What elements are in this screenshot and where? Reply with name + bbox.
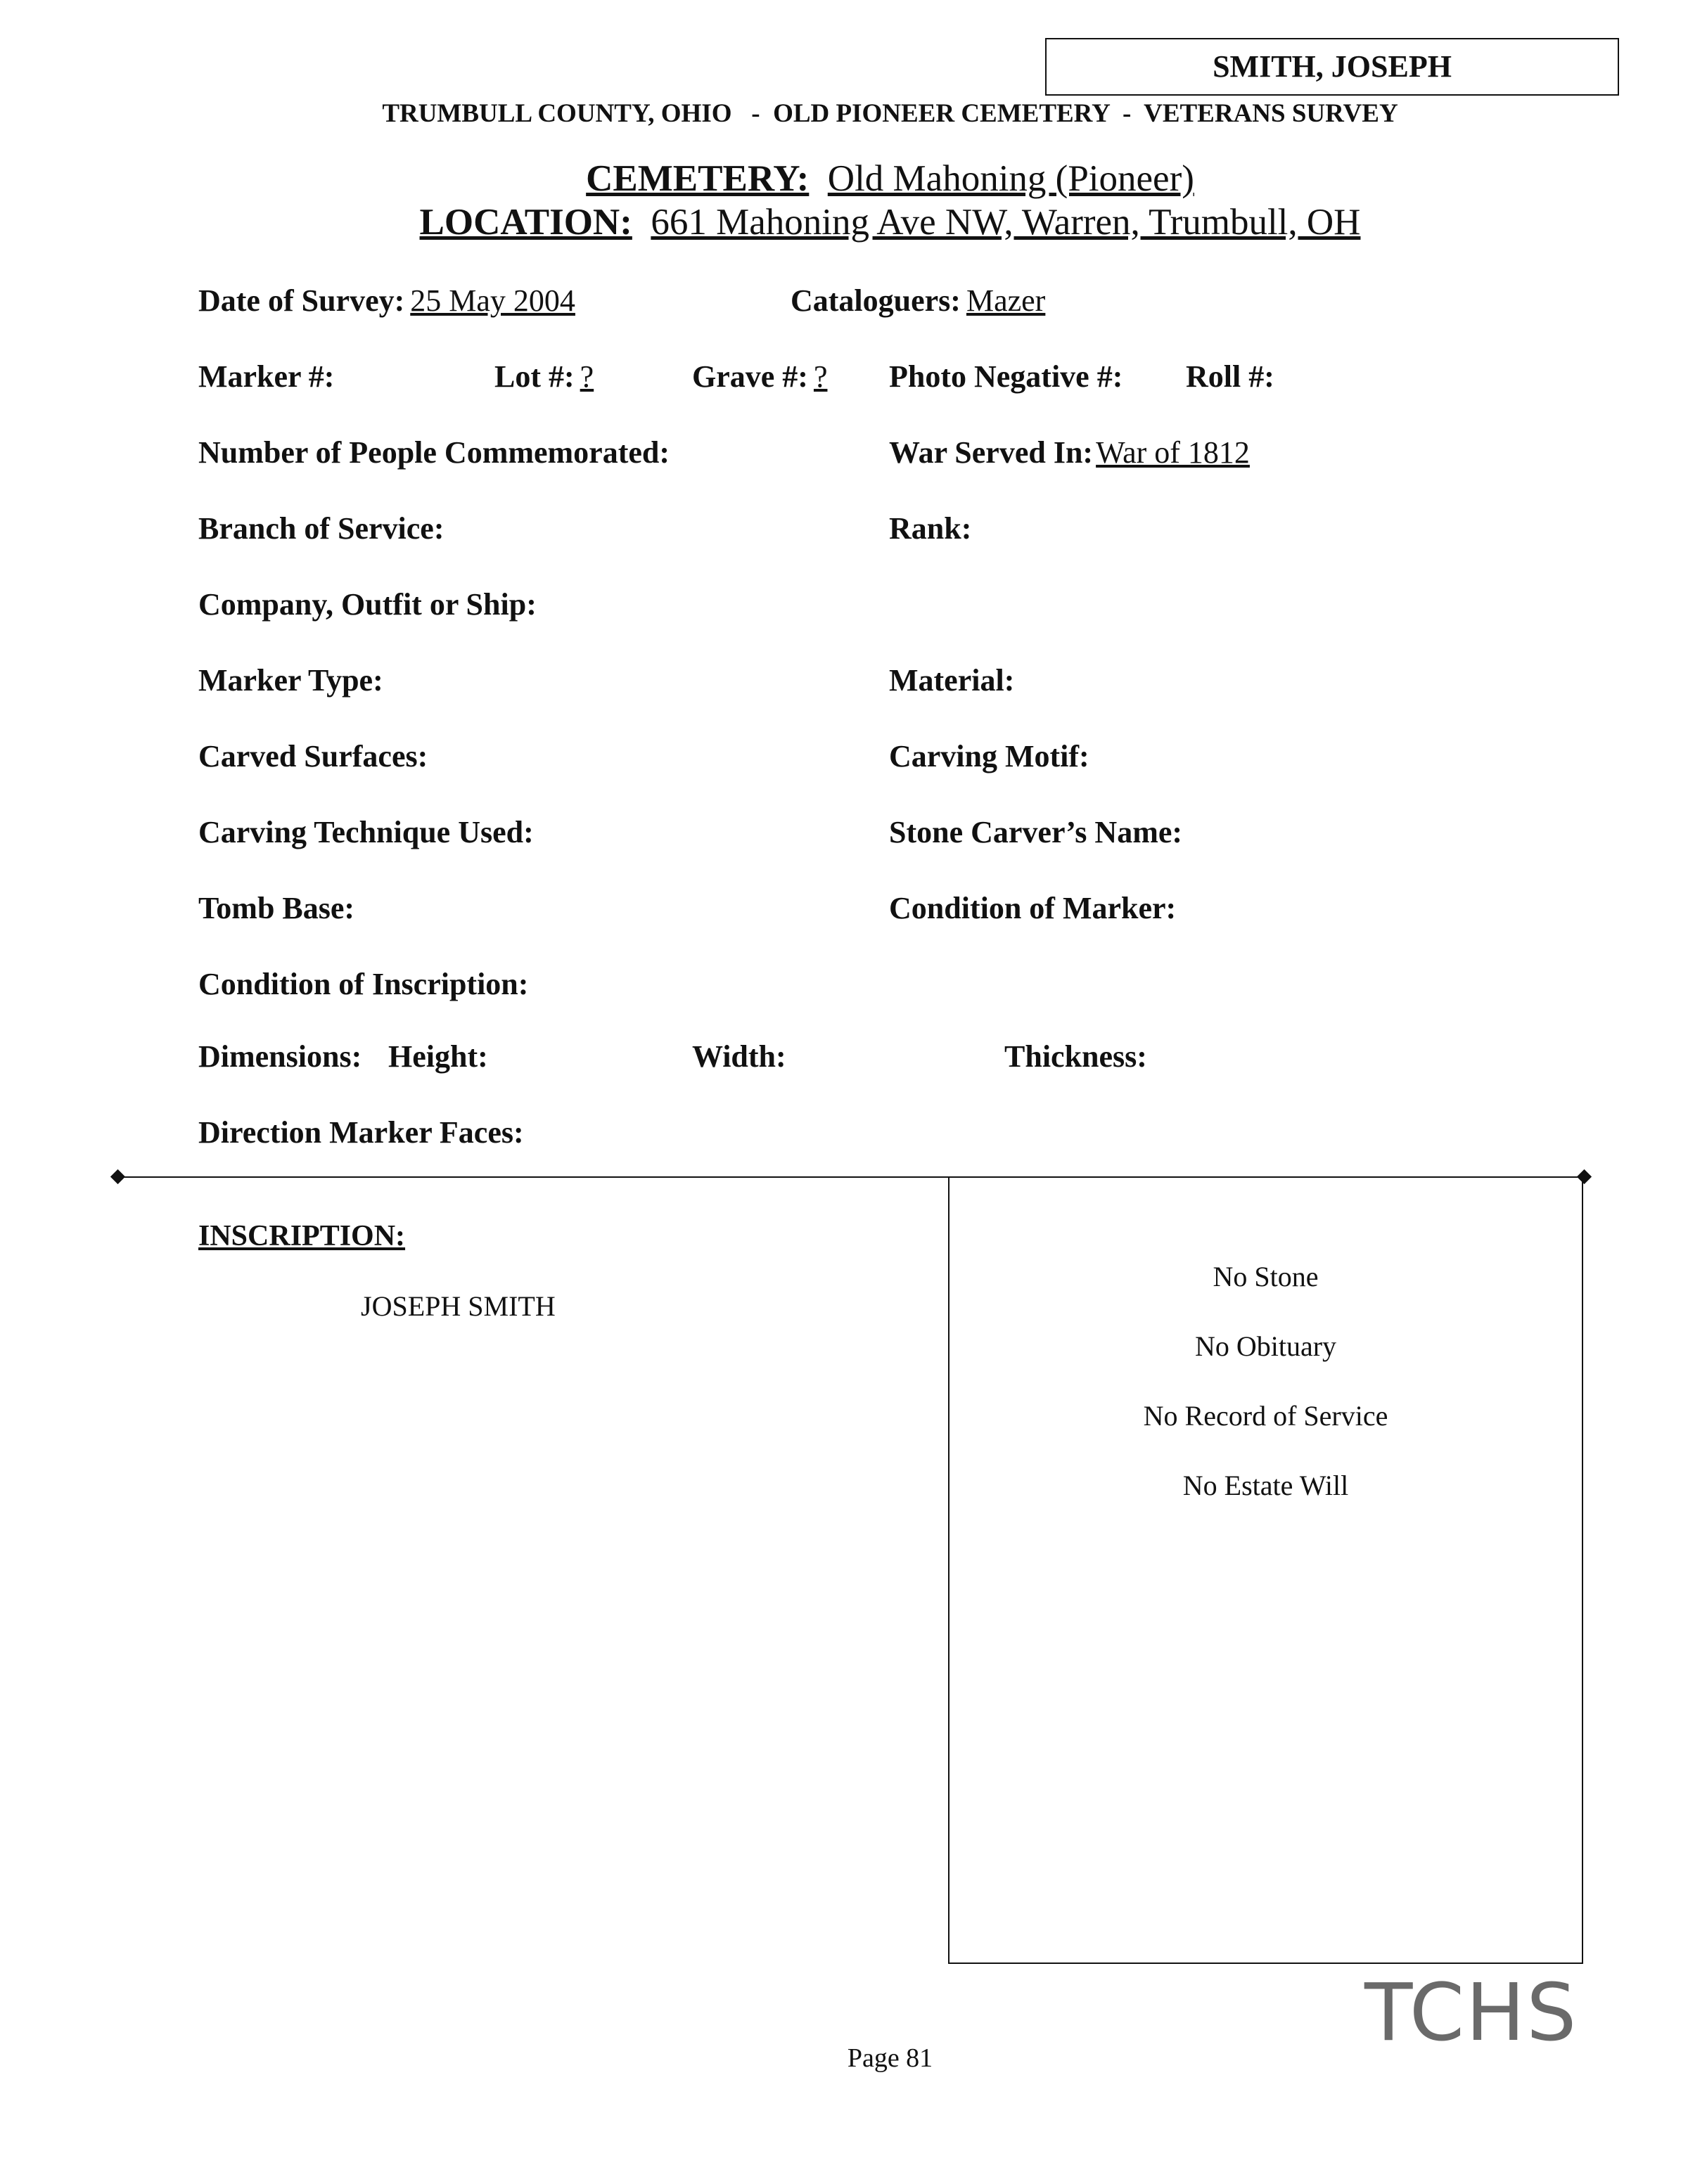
tchs-watermark: TCHS xyxy=(1364,1967,1578,2059)
branch-of-service-label: Branch of Service: xyxy=(198,511,445,546)
location-label: LOCATION: xyxy=(419,202,632,243)
carving-motif-label: Carving Motif: xyxy=(889,739,1089,773)
rank-label: Rank: xyxy=(889,511,972,546)
cataloguers-field xyxy=(791,283,1045,319)
roll-number-label: Roll #: xyxy=(1186,359,1274,394)
war-served-value: War of 1812 xyxy=(1096,435,1250,470)
date-of-survey-field xyxy=(198,283,575,319)
direction-marker-faces-label: Direction Marker Faces: xyxy=(198,1115,524,1150)
note-no-obituary: No Obituary xyxy=(1194,1330,1337,1362)
marker-type-label: Marker Type: xyxy=(198,663,383,698)
cemetery-heading xyxy=(0,158,1688,200)
cemetery-value: Old Mahoning (Pioneer) xyxy=(827,158,1194,199)
marker-number-label: Marker #: xyxy=(198,359,335,394)
tomb-base-label: Tomb Base: xyxy=(198,891,355,925)
height-label: Height: xyxy=(388,1039,488,1074)
note-no-record-of-service: No Record of Service xyxy=(1143,1400,1388,1432)
carving-technique-label: Carving Technique Used: xyxy=(198,815,534,849)
page-number: Page 81 xyxy=(847,2043,933,2073)
notes-box xyxy=(948,1176,1583,1964)
photo-negative-label: Photo Negative #: xyxy=(889,359,1123,394)
date-of-survey-label: Date of Survey: xyxy=(198,283,405,318)
lot-number-value: ? xyxy=(580,359,594,394)
dimensions-label: Dimensions: xyxy=(198,1039,362,1074)
survey-title: TRUMBULL COUNTY, OHIO - OLD PIONEER CEMETERY - VETERANS SURVEY xyxy=(382,99,1398,128)
note-no-estate-will: No Estate Will xyxy=(1182,1470,1349,1501)
stone-carver-label: Stone Carver’s Name: xyxy=(889,815,1183,849)
cemetery-label: CEMETERY: xyxy=(586,158,810,199)
location-heading xyxy=(0,201,1688,243)
width-label: Width: xyxy=(692,1039,786,1074)
condition-of-marker-label: Condition of Marker: xyxy=(889,891,1177,925)
grave-number-field xyxy=(692,359,827,394)
war-served-field xyxy=(889,435,1250,470)
cataloguers-label: Cataloguers: xyxy=(791,283,961,318)
war-served-label: War Served In: xyxy=(889,435,1094,470)
note-no-stone: No Stone xyxy=(1213,1261,1319,1292)
divider-left-diamond xyxy=(110,1169,125,1184)
grave-number-label: Grave #: xyxy=(692,359,808,394)
condition-of-inscription-label: Condition of Inscription: xyxy=(198,967,529,1001)
cataloguers-value: Mazer xyxy=(966,283,1046,318)
inscription-label: INSCRIPTION: xyxy=(198,1220,406,1252)
thickness-label: Thickness: xyxy=(1004,1039,1147,1074)
inscription-text: JOSEPH SMITH xyxy=(361,1290,556,1322)
person-name-box: SMITH, JOSEPH xyxy=(1045,38,1619,96)
carved-surfaces-label: Carved Surfaces: xyxy=(198,739,428,773)
material-label: Material: xyxy=(889,663,1015,698)
location-value: 661 Mahoning Ave NW, Warren, Trumbull, OH xyxy=(651,202,1361,243)
lot-number-label: Lot #: xyxy=(494,359,575,394)
lot-number-field xyxy=(494,359,594,394)
people-commemorated-label: Number of People Commemorated: xyxy=(198,435,670,470)
company-outfit-label: Company, Outfit or Ship: xyxy=(198,587,537,622)
grave-number-value: ? xyxy=(813,359,828,394)
date-of-survey-value: 25 May 2004 xyxy=(410,283,575,318)
